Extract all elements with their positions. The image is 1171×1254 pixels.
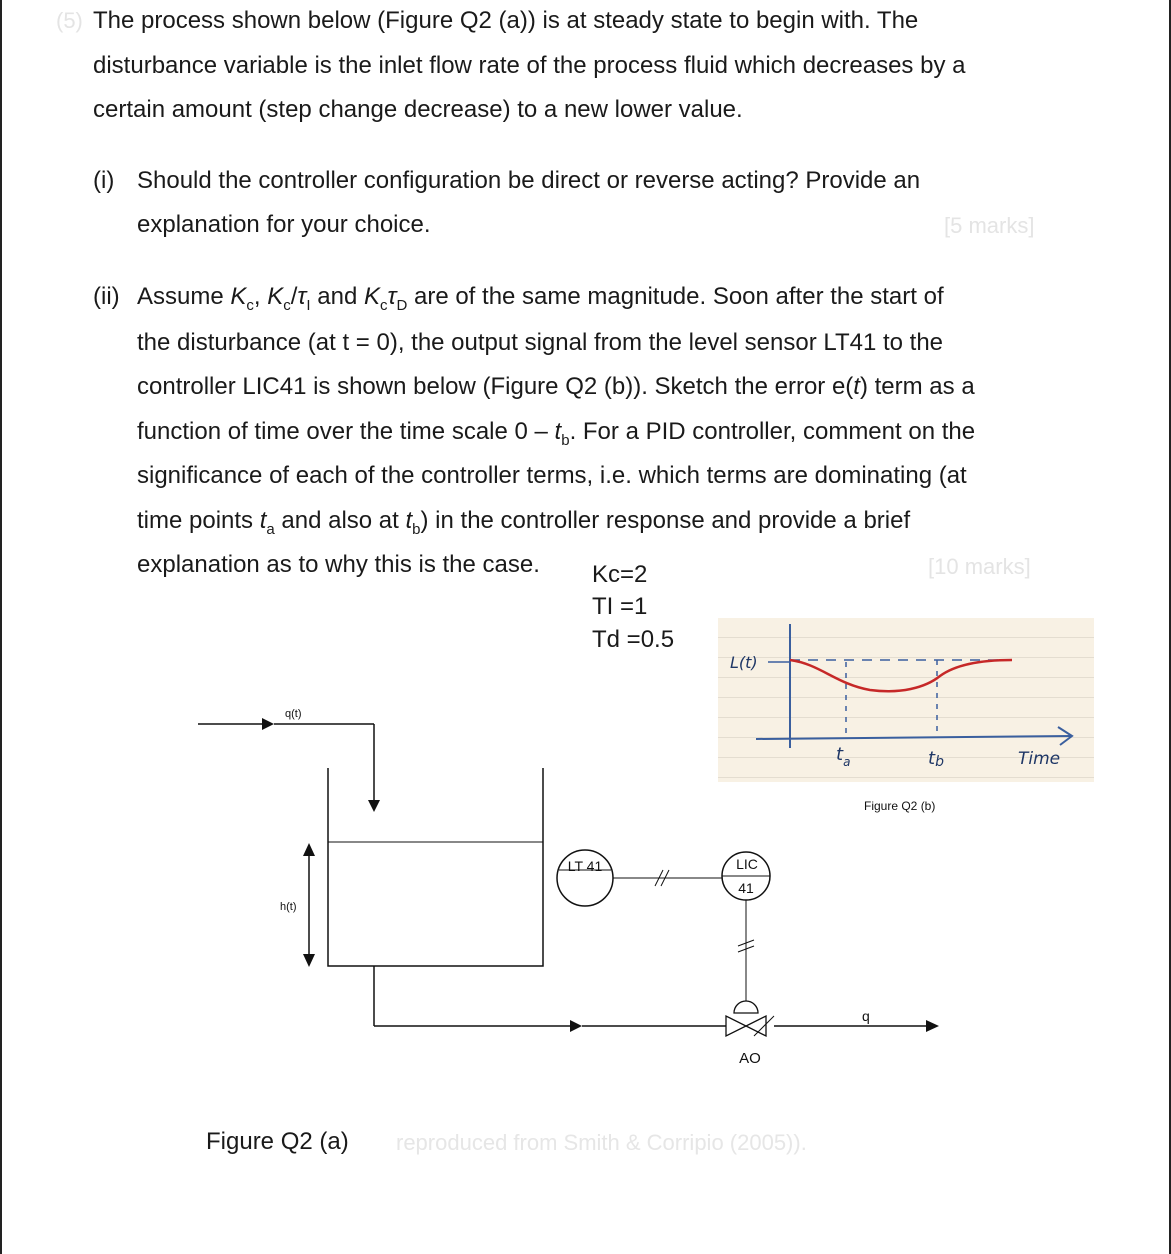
- part-i-label: (i): [93, 167, 115, 194]
- level-response-curve: [790, 660, 1012, 691]
- part-i-line-2: explanation for your choice.: [137, 211, 431, 238]
- figure-b-axes: [756, 624, 1072, 748]
- intro-line-1: The process shown below (Figure Q2 (a)) is at steady state to begin with. The: [93, 7, 919, 34]
- figure-a-source-faint: reproduced from Smith & Corripio (2005)).: [396, 1130, 807, 1155]
- controller-tag-line2: 41: [738, 880, 754, 896]
- part-ii-line-3: controller LIC41 is shown below (Figure Q2 (b)). Sketch the error e(t) term as a: [137, 373, 975, 400]
- inlet-flow-label: q(t): [285, 708, 302, 720]
- part-i-marks: [5 marks]: [944, 213, 1035, 238]
- tank: [328, 768, 543, 966]
- outlet-pipe: [374, 966, 939, 1032]
- figure-b-x-label: Time: [1018, 749, 1061, 769]
- transmitter-tag: LT 41: [567, 858, 603, 874]
- question-number-faint: (5): [56, 8, 83, 33]
- part-ii-line-4: function of time over the time scale $0 - t_b$. For a PID controller, comment on the: [137, 418, 976, 449]
- level-label: h(t): [280, 901, 297, 913]
- intro-line-2: disturbance variable is the inlet flow rate of the process fluid which decreases by a: [93, 52, 966, 79]
- part-ii-label: (ii): [93, 283, 120, 310]
- part-ii-line-6: time points $t_a$ and also at $t_b$) in the controller response and provide a brief: [137, 507, 911, 538]
- part-ii-line-7: explanation as to why this is the case.: [137, 551, 540, 578]
- param-kc: Kc=2: [592, 561, 648, 588]
- part-ii-line-1: Assume $K_c$, $K_c/\tau_I$ and $K_c\tau_D$ are of the same magnitude. Soon after the start of: [137, 283, 944, 314]
- part-ii-line-5: significance of each of the controller terms, i.e. which terms are dominating (at: [137, 462, 967, 489]
- signal-line-controller-to-valve: [738, 900, 754, 1012]
- part-ii-line-2: the disturbance (at t = 0), the output signal from the level sensor LT41 to the: [137, 329, 944, 356]
- outlet-flow-label: q: [862, 1008, 870, 1024]
- tick-ta: $t_a$: [836, 744, 851, 769]
- intro-line-3: certain amount (step change decrease) to a new lower value.: [93, 96, 743, 123]
- part-i-line-1: Should the controller configuration be direct or reverse acting? Provide an: [137, 167, 921, 194]
- level-dimension-arrow: [303, 843, 315, 967]
- tick-tb: tb: [928, 748, 944, 770]
- controller-tag-line1: LIC: [736, 856, 758, 872]
- inlet-pipe: [198, 718, 380, 812]
- param-ti: TI =1: [592, 593, 648, 620]
- figure-a-caption: Figure Q2 (a): [206, 1128, 349, 1155]
- figure-b-caption: Figure Q2 (b): [864, 799, 936, 813]
- part-ii-marks: [10 marks]: [928, 554, 1031, 579]
- figure-b-y-label: L(t): [730, 653, 758, 672]
- control-valve: [726, 1001, 774, 1036]
- valve-action-label: AO: [739, 1050, 761, 1067]
- param-td: Td =0.5: [592, 626, 675, 653]
- signal-line-transmitter-to-controller: [613, 870, 722, 886]
